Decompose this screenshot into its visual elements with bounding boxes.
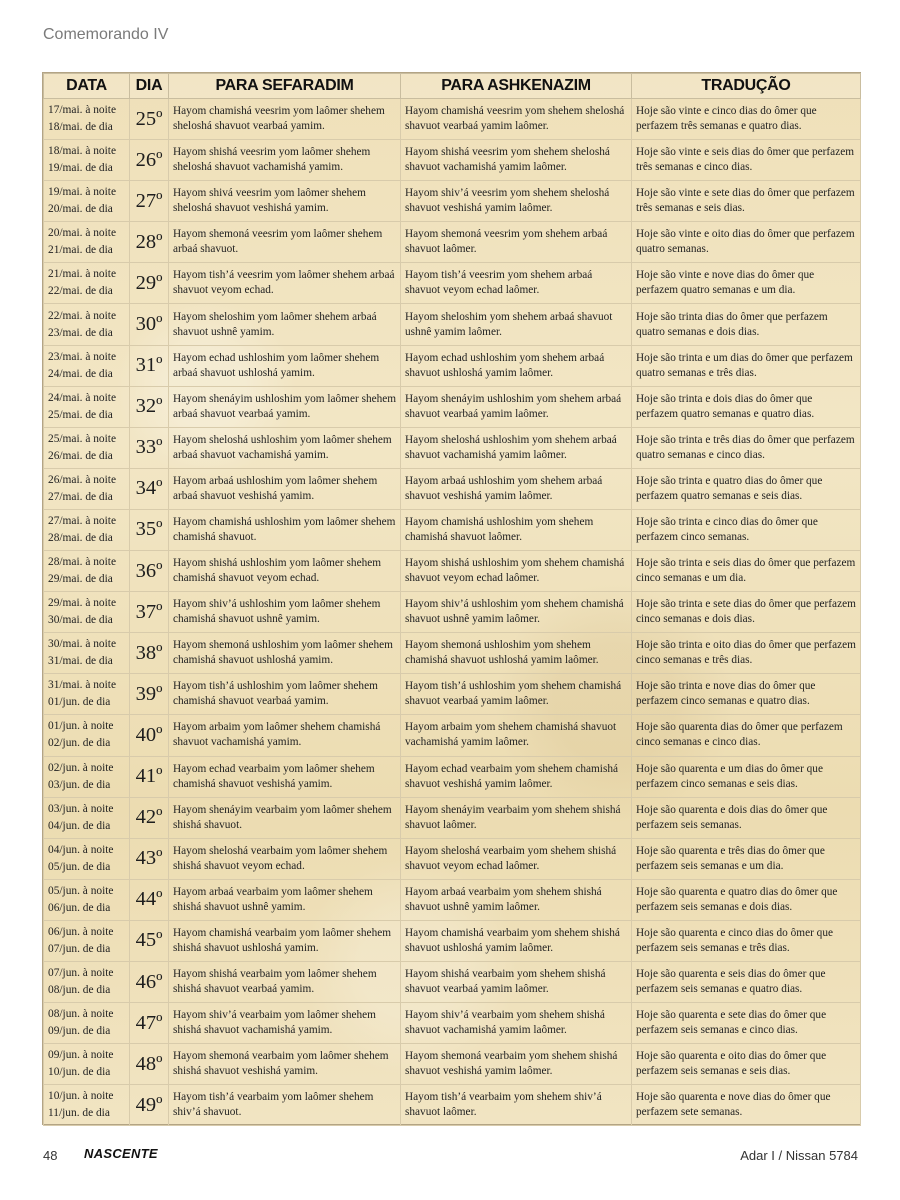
table-row	[44, 592, 861, 633]
date-cell	[44, 879, 130, 920]
day-date: 30/mai. de dia	[48, 614, 113, 627]
translation-text: Hoje são quarenta e seis dias do ômer que perfazem seis semanas e quatro dias.	[632, 961, 861, 1002]
date-cell	[44, 715, 130, 756]
date-cell	[44, 140, 130, 181]
day-date: 21/mai. de dia	[48, 244, 113, 257]
ashkenazim-text: Hayom shiv’á ushloshim yom shehem chamishá shavuot ushnê yamim laômer.	[401, 592, 632, 633]
day-date: 25/mai. de dia	[48, 408, 113, 421]
table-row	[44, 386, 861, 427]
date-cell	[44, 427, 130, 468]
table-row	[44, 797, 861, 838]
sefaradim-text: Hayom shiv’á vearbaim yom laômer shehem shishá shavuot vachamishá yamim.	[169, 1003, 401, 1044]
column-header-ashkenazim: PARA ASHKENAZIM	[401, 74, 632, 99]
omer-day-number: 43º	[130, 838, 169, 879]
day-date: 01/jun. de dia	[48, 696, 111, 709]
night-date: 19/mai. à noite	[48, 186, 117, 199]
publication-name: NASCENTE	[84, 1146, 158, 1161]
day-date: 22/mai. de dia	[48, 285, 113, 298]
sefaradim-text: Hayom shishá vearbaim yom laômer shehem shishá shavuot vearbaá yamim.	[169, 961, 401, 1002]
day-date: 23/mai. de dia	[48, 326, 113, 339]
translation-text: Hoje são vinte e oito dias do ômer que perfazem quatro semanas.	[632, 222, 861, 263]
ashkenazim-text: Hayom shenáyim ushloshim yom shehem arbaá shavuot vearbaá yamim laômer.	[401, 386, 632, 427]
date-cell	[44, 592, 130, 633]
omer-day-number: 39º	[130, 674, 169, 715]
translation-text: Hoje são vinte e nove dias do ômer que perfazem quatro semanas e um dia.	[632, 263, 861, 304]
day-date: 03/jun. de dia	[48, 778, 111, 791]
ashkenazim-text: Hayom shishá vearbaim yom shehem shishá shavuot vearbaá yamim laômer.	[401, 961, 632, 1002]
translation-text: Hoje são quarenta e dois dias do ômer que perfazem seis semanas.	[632, 797, 861, 838]
omer-day-number: 49º	[130, 1085, 169, 1126]
table-row	[44, 920, 861, 961]
sefaradim-text: Hayom shishá veesrim yom laômer shehem sheloshá shavuot vachamishá yamim.	[169, 140, 401, 181]
ashkenazim-text: Hayom echad ushloshim yom shehem arbaá shavuot ushloshá yamim laômer.	[401, 345, 632, 386]
column-header-data: DATA	[44, 74, 130, 99]
night-date: 27/mai. à noite	[48, 514, 117, 527]
ashkenazim-text: Hayom tish’á ushloshim yom shehem chamishá shavuot vearbaá yamim laômer.	[401, 674, 632, 715]
table-row	[44, 222, 861, 263]
sefaradim-text: Hayom shemoná ushloshim yom laômer shehem chamishá shavuot ushloshá yamim.	[169, 633, 401, 674]
translation-text: Hoje são trinta dias do ômer que perfazem quatro semanas e dois dias.	[632, 304, 861, 345]
night-date: 31/mai. à noite	[48, 679, 117, 692]
table-row	[44, 509, 861, 550]
omer-day-number: 37º	[130, 592, 169, 633]
sefaradim-text: Hayom sheloshim yom laômer shehem arbaá shavuot ushnê yamim.	[169, 304, 401, 345]
date-cell	[44, 551, 130, 592]
ashkenazim-text: Hayom arbaim yom shehem chamishá shavuot vachamishá yamim laômer.	[401, 715, 632, 756]
date-cell	[44, 961, 130, 1002]
ashkenazim-text: Hayom sheloshim yom shehem arbaá shavuot ushnê yamim laômer.	[401, 304, 632, 345]
day-date: 05/jun. de dia	[48, 860, 111, 873]
sefaradim-text: Hayom shiv’á ushloshim yom laômer shehem chamishá shavuot ushnê yamim.	[169, 592, 401, 633]
translation-text: Hoje são trinta e cinco dias do ômer que perfazem cinco semanas.	[632, 509, 861, 550]
night-date: 08/jun. à noite	[48, 1008, 114, 1021]
day-date: 19/mai. de dia	[48, 162, 113, 175]
day-date: 28/mai. de dia	[48, 531, 113, 544]
day-date: 06/jun. de dia	[48, 901, 111, 914]
night-date: 05/jun. à noite	[48, 884, 114, 897]
table-row	[44, 633, 861, 674]
table-row	[44, 838, 861, 879]
ashkenazim-text: Hayom echad vearbaim yom shehem chamishá shavuot veshishá yamim laômer.	[401, 756, 632, 797]
column-header-sefaradim: PARA SEFARADIM	[169, 74, 401, 99]
day-date: 31/mai. de dia	[48, 655, 113, 668]
date-cell	[44, 1085, 130, 1126]
ashkenazim-text: Hayom sheloshá vearbaim yom shehem shishá shavuot veyom echad laômer.	[401, 838, 632, 879]
ashkenazim-text: Hayom shemoná ushloshim yom shehem chamishá shavuot ushloshá yamim laômer.	[401, 633, 632, 674]
translation-text: Hoje são quarenta e um dias do ômer que perfazem cinco semanas e seis dias.	[632, 756, 861, 797]
table-row	[44, 181, 861, 222]
sefaradim-text: Hayom sheloshá vearbaim yom laômer shehem shishá shavuot veyom echad.	[169, 838, 401, 879]
night-date: 07/jun. à noite	[48, 967, 114, 980]
translation-text: Hoje são quarenta e sete dias do ômer que perfazem seis semanas e cinco dias.	[632, 1003, 861, 1044]
table-row	[44, 961, 861, 1002]
omer-day-number: 38º	[130, 633, 169, 674]
omer-day-number: 32º	[130, 386, 169, 427]
ashkenazim-text: Hayom shishá ushloshim yom shehem chamishá shavuot veyom echad laômer.	[401, 551, 632, 592]
date-cell	[44, 674, 130, 715]
ashkenazim-text: Hayom tish’á vearbaim yom shehem shiv’á shavuot laômer.	[401, 1085, 632, 1126]
night-date: 09/jun. à noite	[48, 1049, 114, 1062]
table-row	[44, 468, 861, 509]
sefaradim-text: Hayom tish’á ushloshim yom laômer shehem chamishá shavuot vearbaá yamim.	[169, 674, 401, 715]
day-date: 09/jun. de dia	[48, 1025, 111, 1038]
sefaradim-text: Hayom shemoná vearbaim yom laômer shehem shishá shavuot veshishá yamim.	[169, 1044, 401, 1085]
night-date: 26/mai. à noite	[48, 473, 117, 486]
date-cell	[44, 181, 130, 222]
translation-text: Hoje são vinte e sete dias do ômer que perfazem três semanas e seis dias.	[632, 181, 861, 222]
translation-text: Hoje são quarenta e quatro dias do ômer que perfazem seis semanas e dois dias.	[632, 879, 861, 920]
omer-day-number: 48º	[130, 1044, 169, 1085]
day-date: 11/jun. de dia	[48, 1107, 110, 1120]
sefaradim-text: Hayom arbaim yom laômer shehem chamishá shavuot vachamishá yamim.	[169, 715, 401, 756]
night-date: 21/mai. à noite	[48, 268, 117, 281]
sefaradim-text: Hayom shenáyim vearbaim yom laômer shehem shishá shavuot.	[169, 797, 401, 838]
ashkenazim-text: Hayom shishá veesrim yom shehem sheloshá shavuot vachamishá yamim laômer.	[401, 140, 632, 181]
night-date: 03/jun. à noite	[48, 802, 114, 815]
publication-logo	[84, 1146, 158, 1161]
translation-text: Hoje são trinta e dois dias do ômer que perfazem quatro semanas e quatro dias.	[632, 386, 861, 427]
table-header-row	[44, 74, 861, 99]
ashkenazim-text: Hayom sheloshá ushloshim yom shehem arbaá shavuot vachamishá yamim laômer.	[401, 427, 632, 468]
omer-day-number: 45º	[130, 920, 169, 961]
translation-text: Hoje são trinta e três dias do ômer que perfazem quatro semanas e cinco dias.	[632, 427, 861, 468]
ashkenazim-text: Hayom arbaá ushloshim yom shehem arbaá shavuot veshishá yamim laômer.	[401, 468, 632, 509]
ashkenazim-text: Hayom chamishá veesrim yom shehem sheloshá shavuot vearbaá yamim laômer.	[401, 99, 632, 140]
section-title: Comemorando IV	[43, 26, 169, 43]
ashkenazim-text: Hayom shenáyim vearbaim yom shehem shishá shavuot laômer.	[401, 797, 632, 838]
omer-day-number: 35º	[130, 509, 169, 550]
date-cell	[44, 345, 130, 386]
table-row	[44, 674, 861, 715]
table-row	[44, 756, 861, 797]
translation-text: Hoje são vinte e cinco dias do ômer que perfazem três semanas e quatro dias.	[632, 99, 861, 140]
omer-day-number: 40º	[130, 715, 169, 756]
date-cell	[44, 99, 130, 140]
night-date: 06/jun. à noite	[48, 925, 114, 938]
night-date: 01/jun. à noite	[48, 720, 114, 733]
omer-day-number: 44º	[130, 879, 169, 920]
ashkenazim-text: Hayom shiv’á veesrim yom shehem sheloshá shavuot veshishá yamim laômer.	[401, 181, 632, 222]
sefaradim-text: Hayom shivá veesrim yom laômer shehem sheloshá shavuot veshishá yamim.	[169, 181, 401, 222]
night-date: 02/jun. à noite	[48, 761, 114, 774]
sefaradim-text: Hayom chamishá veesrim yom laômer shehem sheloshá shavuot vearbaá yamim.	[169, 99, 401, 140]
table-row	[44, 1003, 861, 1044]
night-date: 04/jun. à noite	[48, 843, 114, 856]
table-row	[44, 715, 861, 756]
omer-day-number: 26º	[130, 140, 169, 181]
translation-text: Hoje são quarenta e cinco dias do ômer que perfazem seis semanas e três dias.	[632, 920, 861, 961]
omer-day-number: 25º	[130, 99, 169, 140]
translation-text: Hoje são trinta e oito dias do ômer que perfazem cinco semanas e três dias.	[632, 633, 861, 674]
translation-text: Hoje são trinta e nove dias do ômer que perfazem cinco semanas e quatro dias.	[632, 674, 861, 715]
translation-text: Hoje são trinta e sete dias do ômer que perfazem cinco semanas e dois dias.	[632, 592, 861, 633]
column-header-dia: DIA	[130, 74, 169, 99]
sefaradim-text: Hayom shishá ushloshim yom laômer shehem chamishá shavuot veyom echad.	[169, 551, 401, 592]
sefaradim-text: Hayom tish’á vearbaim yom laômer shehem shiv’á shavuot.	[169, 1085, 401, 1126]
day-date: 10/jun. de dia	[48, 1066, 111, 1079]
omer-day-number: 30º	[130, 304, 169, 345]
omer-day-number: 47º	[130, 1003, 169, 1044]
omer-day-number: 41º	[130, 756, 169, 797]
date-cell	[44, 1044, 130, 1085]
table-row	[44, 551, 861, 592]
day-date: 20/mai. de dia	[48, 203, 113, 216]
ashkenazim-text: Hayom chamishá vearbaim yom shehem shishá shavuot ushloshá yamim laômer.	[401, 920, 632, 961]
table-row	[44, 140, 861, 181]
sefaradim-text: Hayom tish’á veesrim yom laômer shehem arbaá shavuot veyom echad.	[169, 263, 401, 304]
date-cell	[44, 797, 130, 838]
omer-day-number: 46º	[130, 961, 169, 1002]
translation-text: Hoje são trinta e quatro dias do ômer que perfazem quatro semanas e seis dias.	[632, 468, 861, 509]
ashkenazim-text: Hayom shemoná vearbaim yom shehem shishá shavuot veshishá yamim laômer.	[401, 1044, 632, 1085]
omer-day-number: 36º	[130, 551, 169, 592]
night-date: 29/mai. à noite	[48, 597, 117, 610]
ashkenazim-text: Hayom tish’á veesrim yom shehem arbaá shavuot veyom echad laômer.	[401, 263, 632, 304]
omer-day-number: 42º	[130, 797, 169, 838]
sefaradim-text: Hayom shenáyim ushloshim yom laômer shehem arbaá shavuot vearbaá yamim.	[169, 386, 401, 427]
night-date: 24/mai. à noite	[48, 391, 117, 404]
day-date: 07/jun. de dia	[48, 942, 111, 955]
table-row	[44, 263, 861, 304]
date-cell	[44, 304, 130, 345]
sefaradim-text: Hayom arbaá vearbaim yom laômer shehem shishá shavuot ushnê yamim.	[169, 879, 401, 920]
translation-text: Hoje são vinte e seis dias do ômer que perfazem três semanas e cinco dias.	[632, 140, 861, 181]
omer-day-number: 28º	[130, 222, 169, 263]
table-row	[44, 1044, 861, 1085]
day-date: 29/mai. de dia	[48, 573, 113, 586]
table-row	[44, 99, 861, 140]
sefaradim-text: Hayom arbaá ushloshim yom laômer shehem arbaá shavuot veshishá yamim.	[169, 468, 401, 509]
night-date: 23/mai. à noite	[48, 350, 117, 363]
night-date: 25/mai. à noite	[48, 432, 117, 445]
ashkenazim-text: Hayom arbaá vearbaim yom shehem shishá shavuot ushnê yamim laômer.	[401, 879, 632, 920]
page-number: 48	[43, 1148, 58, 1163]
table-row	[44, 345, 861, 386]
sefaradim-text: Hayom chamishá vearbaim yom laômer shehem shishá shavuot ushloshá yamim.	[169, 920, 401, 961]
day-date: 18/mai. de dia	[48, 121, 113, 134]
issue-label: Adar I / Nissan 5784	[740, 1148, 858, 1163]
translation-text: Hoje são quarenta e três dias do ômer que perfazem seis semanas e um dia.	[632, 838, 861, 879]
date-cell	[44, 222, 130, 263]
date-cell	[44, 756, 130, 797]
table-row	[44, 304, 861, 345]
date-cell	[44, 920, 130, 961]
omer-day-number: 27º	[130, 181, 169, 222]
date-cell	[44, 633, 130, 674]
column-header-traducao: TRADUÇÃO	[632, 74, 861, 99]
sefaradim-text: Hayom sheloshá ushloshim yom laômer shehem arbaá shavuot vachamishá yamim.	[169, 427, 401, 468]
day-date: 24/mai. de dia	[48, 367, 113, 380]
omer-count-table	[42, 72, 861, 1125]
table-row	[44, 427, 861, 468]
date-cell	[44, 1003, 130, 1044]
omer-day-number: 31º	[130, 345, 169, 386]
translation-text: Hoje são quarenta e oito dias do ômer que perfazem seis semanas e seis dias.	[632, 1044, 861, 1085]
night-date: 18/mai. à noite	[48, 145, 117, 158]
night-date: 28/mai. à noite	[48, 556, 117, 569]
date-cell	[44, 386, 130, 427]
omer-day-number: 29º	[130, 263, 169, 304]
night-date: 20/mai. à noite	[48, 227, 117, 240]
night-date: 22/mai. à noite	[48, 309, 117, 322]
day-date: 27/mai. de dia	[48, 490, 113, 503]
ashkenazim-text: Hayom shiv’á vearbaim yom shehem shishá shavuot vachamishá yamim laômer.	[401, 1003, 632, 1044]
translation-text: Hoje são trinta e um dias do ômer que perfazem quatro semanas e três dias.	[632, 345, 861, 386]
sefaradim-text: Hayom echad vearbaim yom laômer shehem chamishá shavuot veshishá yamim.	[169, 756, 401, 797]
day-date: 02/jun. de dia	[48, 737, 111, 750]
ashkenazim-text: Hayom chamishá ushloshim yom shehem chamishá shavuot laômer.	[401, 509, 632, 550]
night-date: 17/mai. à noite	[48, 104, 117, 117]
day-date: 26/mai. de dia	[48, 449, 113, 462]
date-cell	[44, 468, 130, 509]
table-row	[44, 1085, 861, 1126]
night-date: 30/mai. à noite	[48, 638, 117, 651]
sefaradim-text: Hayom chamishá ushloshim yom laômer shehem chamishá shavuot.	[169, 509, 401, 550]
omer-day-number: 33º	[130, 427, 169, 468]
translation-text: Hoje são trinta e seis dias do ômer que perfazem cinco semanas e um dia.	[632, 551, 861, 592]
sefaradim-text: Hayom echad ushloshim yom laômer shehem arbaá shavuot ushloshá yamim.	[169, 345, 401, 386]
day-date: 08/jun. de dia	[48, 984, 111, 997]
date-cell	[44, 509, 130, 550]
ashkenazim-text: Hayom shemoná veesrim yom shehem arbaá shavuot laômer.	[401, 222, 632, 263]
night-date: 10/jun. à noite	[48, 1090, 114, 1103]
day-date: 04/jun. de dia	[48, 819, 111, 832]
date-cell	[44, 263, 130, 304]
translation-text: Hoje são quarenta dias do ômer que perfazem cinco semanas e cinco dias.	[632, 715, 861, 756]
omer-day-number: 34º	[130, 468, 169, 509]
table-row	[44, 879, 861, 920]
sefaradim-text: Hayom shemoná veesrim yom laômer shehem arbaá shavuot.	[169, 222, 401, 263]
translation-text: Hoje são quarenta e nove dias do ômer que perfazem sete semanas.	[632, 1085, 861, 1126]
date-cell	[44, 838, 130, 879]
